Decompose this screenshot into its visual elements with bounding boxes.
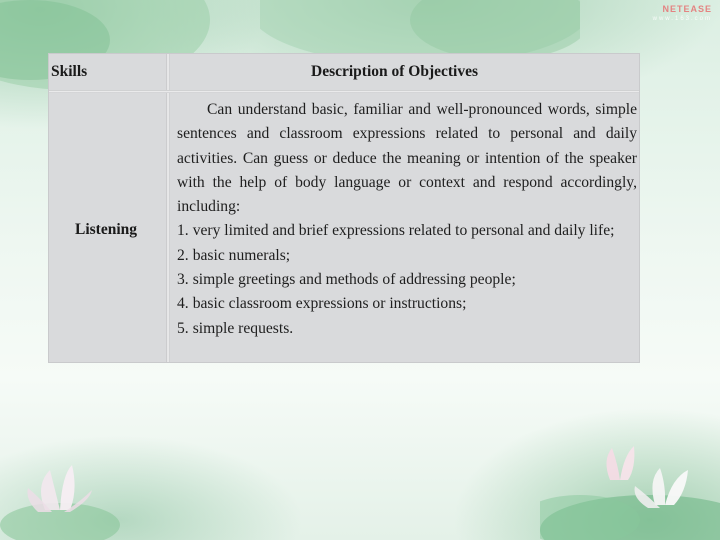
list-item-number: 5. [177, 319, 189, 337]
lotus-bottom-left-decoration [0, 430, 120, 540]
description-cell [177, 98, 637, 341]
list-item-text: basic classroom expressions or instructions; [192, 295, 467, 313]
list-item-text: basic numerals; [192, 246, 291, 264]
list-item [177, 292, 637, 316]
list-item-number: 4. [177, 295, 189, 313]
netease-watermark-logo [653, 4, 712, 24]
header-description: Description of Objectives [311, 63, 479, 80]
objectives-table [48, 53, 640, 363]
watermark-brand: NETEASE [662, 4, 712, 14]
list-item-number: 1. [177, 222, 189, 240]
watermark-sub: www.163.com [652, 16, 712, 22]
list-item [177, 268, 637, 292]
list-item-text: simple greetings and methods of addressing people; [192, 271, 516, 289]
lotus-bottom-right-decoration [540, 420, 720, 540]
list-item [177, 219, 637, 243]
table-column-divider [166, 54, 170, 362]
header-skills: Skills [51, 63, 88, 80]
description-intro: Can understand basic, familiar and well-pronounced words, simple sentences and classroom expressions related to personal and daily activities. Can guess or deduce the meaning or intention of the speaker with the help of body language or context and respond accordingly, including: [177, 101, 637, 216]
list-item [177, 244, 637, 268]
skill-cell-listening: Listening [75, 221, 138, 238]
list-item-text: very limited and brief expressions related to personal and daily life; [192, 222, 615, 240]
list-item-number: 2. [177, 246, 189, 264]
list-item-text: simple requests. [192, 319, 294, 337]
list-item-number: 3. [177, 271, 189, 289]
table-header-divider [49, 90, 639, 93]
objectives-list [177, 219, 637, 340]
list-item [177, 317, 637, 341]
